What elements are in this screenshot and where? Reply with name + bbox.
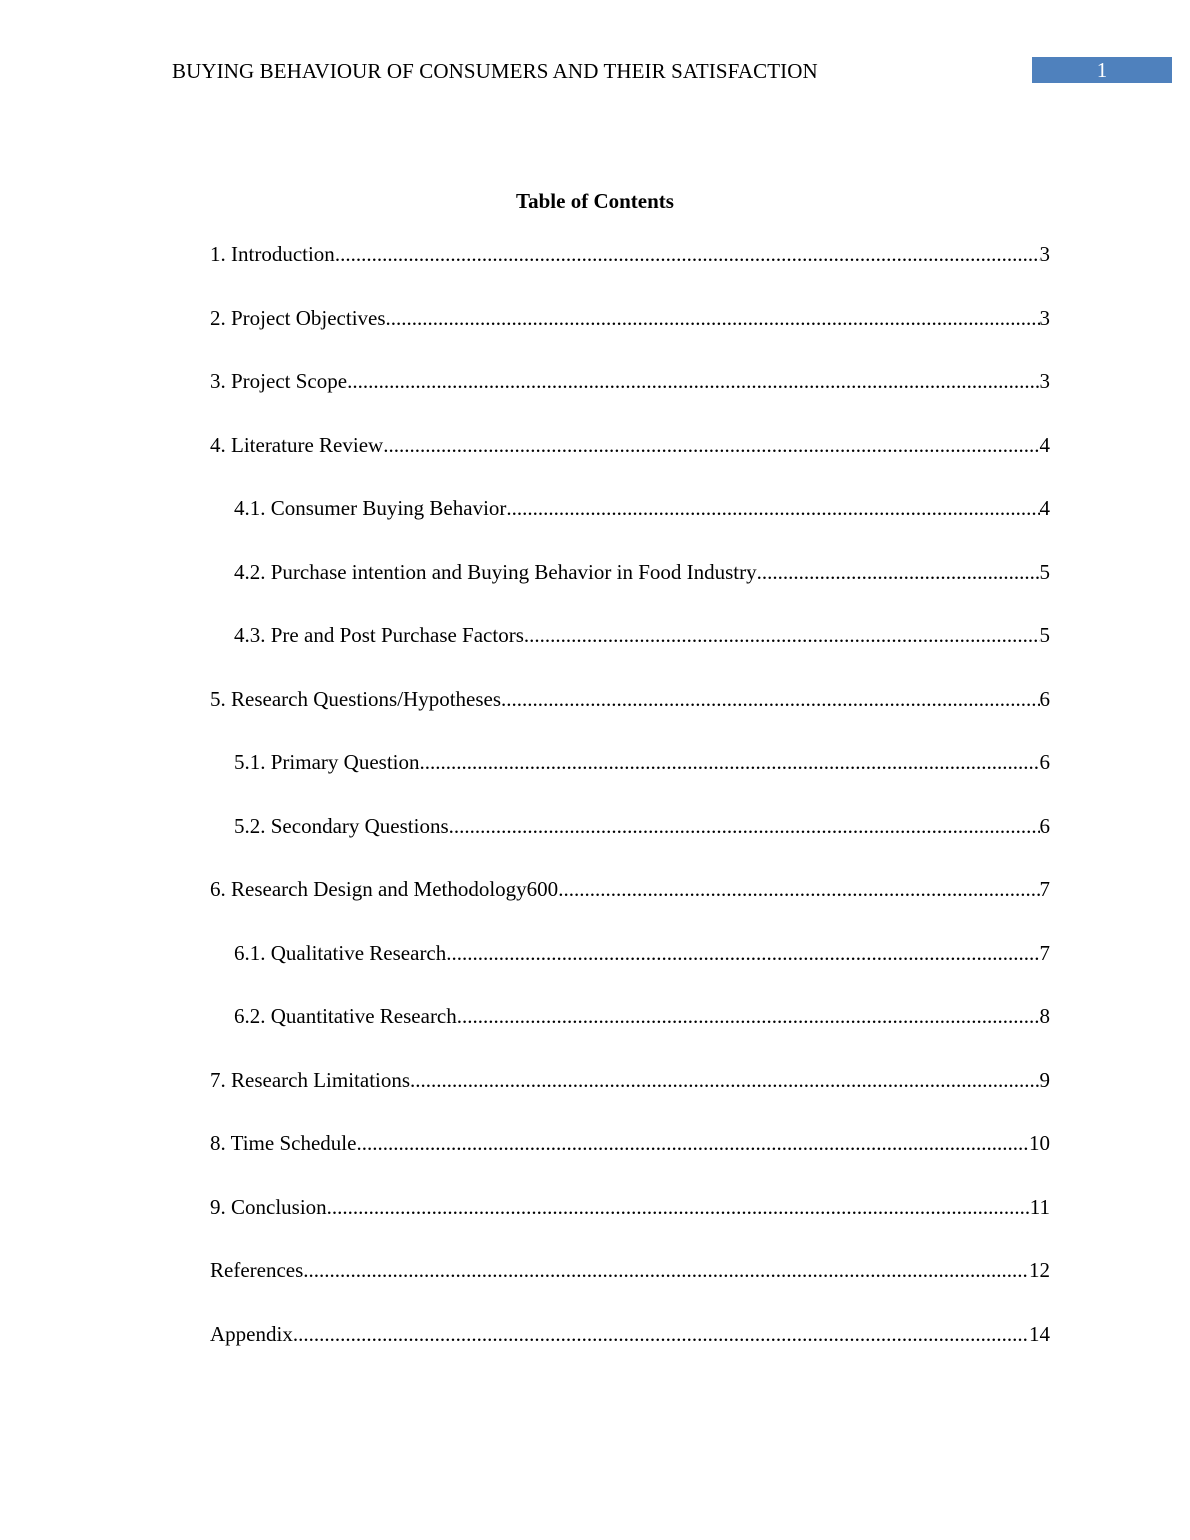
toc-entry-label: 4.1. Consumer Buying Behavior: [234, 496, 507, 520]
toc-entry-page: 6: [1039, 813, 1050, 838]
toc-entry-label: 5. Research Questions/Hypotheses: [210, 686, 502, 711]
toc-entry-appendix[interactable]: [210, 1320, 1050, 1384]
toc-entry-project-objectives[interactable]: [210, 304, 1050, 368]
toc-dot-leader: [293, 1320, 1029, 1348]
toc-entry-page: 4: [1039, 432, 1050, 457]
table-of-contents: [210, 240, 1050, 1383]
toc-entry-page: 6: [1039, 750, 1050, 774]
toc-title: Table of Contents: [516, 189, 674, 213]
toc-dot-leader: [457, 1002, 1040, 1030]
toc-dot-leader: [335, 240, 1040, 268]
toc-dot-leader: [356, 1129, 1029, 1157]
toc-dot-leader: [449, 812, 1040, 840]
toc-dot-leader: [347, 367, 1039, 395]
toc-entry-research-limitations[interactable]: [210, 1066, 1050, 1130]
toc-entry-label: 6.2. Quantitative Research: [234, 1004, 457, 1028]
toc-entry-page: 6: [1039, 686, 1050, 711]
running-header-title: BUYING BEHAVIOUR OF CONSUMERS AND THEIR SATISFACTION: [172, 59, 818, 83]
toc-entry-secondary-questions[interactable]: [210, 812, 1050, 876]
toc-entry-introduction[interactable]: [210, 240, 1050, 304]
toc-entry-project-scope[interactable]: [210, 367, 1050, 431]
toc-dot-leader: [327, 1193, 1030, 1221]
toc-entry-pre-post-purchase-factors[interactable]: [210, 621, 1050, 685]
toc-entry-primary-question[interactable]: [210, 748, 1050, 812]
toc-entry-page: 7: [1039, 940, 1050, 965]
toc-entry-page: 7: [1039, 877, 1050, 901]
toc-entry-page: 5: [1039, 559, 1050, 584]
toc-entry-page: 10: [1029, 1131, 1050, 1155]
toc-entry-page: 11: [1029, 1194, 1050, 1219]
toc-entry-references[interactable]: [210, 1256, 1050, 1320]
toc-entry-page: 12: [1029, 1258, 1050, 1282]
toc-entry-page: 8: [1039, 1004, 1050, 1028]
toc-entry-page: 3: [1039, 305, 1050, 330]
toc-entry-page: 3: [1039, 242, 1050, 266]
toc-entry-consumer-buying-behavior[interactable]: [210, 494, 1050, 558]
toc-dot-leader: [757, 558, 1040, 586]
toc-entry-label: 8. Time Schedule: [210, 1131, 357, 1155]
toc-entry-page: 3: [1039, 369, 1050, 393]
toc-entry-label: 3. Project Scope: [210, 369, 348, 393]
toc-dot-leader: [410, 1066, 1039, 1094]
toc-entry-conclusion[interactable]: [210, 1193, 1050, 1257]
toc-entry-label: 1. Introduction: [210, 242, 335, 266]
toc-entry-label: 5.2. Secondary Questions: [234, 813, 449, 838]
toc-dot-leader: [446, 939, 1039, 967]
toc-dot-leader: [419, 748, 1039, 776]
toc-entry-label: 2. Project Objectives: [210, 305, 386, 330]
toc-entry-quantitative-research[interactable]: [210, 1002, 1050, 1066]
toc-entry-label: 7. Research Limitations: [210, 1067, 411, 1092]
toc-dot-leader: [558, 875, 1039, 903]
toc-entry-purchase-intention[interactable]: [210, 558, 1050, 622]
toc-entry-label: 4.3. Pre and Post Purchase Factors: [234, 623, 524, 647]
toc-dot-leader: [303, 1256, 1029, 1284]
toc-dot-leader: [501, 685, 1039, 713]
toc-entry-page: 5: [1039, 623, 1050, 647]
toc-entry-label: Appendix: [210, 1321, 293, 1346]
toc-entry-qualitative-research[interactable]: [210, 939, 1050, 1003]
page-number-badge: 1: [1032, 57, 1172, 83]
toc-entry-page: 4: [1039, 496, 1050, 520]
toc-entry-label: 6. Research Design and Methodology600: [210, 877, 559, 901]
toc-dot-leader: [383, 431, 1039, 459]
toc-entry-label: 4.2. Purchase intention and Buying Behavior in Food Industry: [234, 559, 757, 584]
toc-dot-leader: [524, 621, 1040, 649]
toc-entry-label: 5.1. Primary Question: [234, 750, 420, 774]
toc-entry-literature-review[interactable]: [210, 431, 1050, 495]
toc-dot-leader: [506, 494, 1039, 522]
toc-entry-page: 9: [1039, 1067, 1050, 1092]
toc-entry-time-schedule[interactable]: [210, 1129, 1050, 1193]
toc-entry-research-questions[interactable]: [210, 685, 1050, 749]
toc-entry-label: 4. Literature Review: [210, 432, 384, 457]
toc-entry-label: References: [210, 1258, 304, 1282]
toc-entry-label: 9. Conclusion: [210, 1194, 327, 1219]
toc-entry-page: 14: [1029, 1321, 1050, 1346]
toc-dot-leader: [386, 304, 1040, 332]
toc-entry-label: 6.1. Qualitative Research: [234, 940, 447, 965]
toc-entry-research-design[interactable]: [210, 875, 1050, 939]
